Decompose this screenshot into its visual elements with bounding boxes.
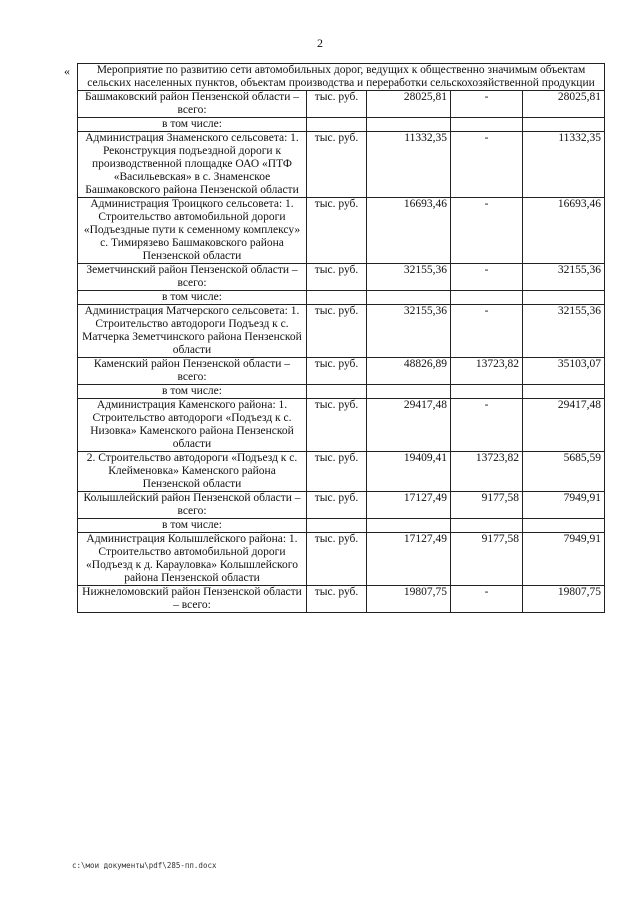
table-row <box>78 492 605 519</box>
row-name: в том числе: <box>78 118 307 132</box>
row-name: Администрация Каменского района: 1. Строительство автодороги «Подъезд к с. Низовка» Каменского района Пензенской области <box>78 399 307 452</box>
row-total: 28025,81 <box>367 91 451 118</box>
row-name: в том числе: <box>78 291 307 305</box>
table-row <box>78 385 605 399</box>
table-row <box>78 198 605 264</box>
row-unit: тыс. руб. <box>307 198 367 264</box>
row-name: в том числе: <box>78 519 307 533</box>
row-col2 <box>451 291 523 305</box>
table-row <box>78 132 605 198</box>
row-col2: - <box>451 198 523 264</box>
row-total <box>367 385 451 399</box>
row-col2 <box>451 385 523 399</box>
row-col2: - <box>451 91 523 118</box>
row-unit: тыс. руб. <box>307 132 367 198</box>
row-name: Колышлейский район Пензенской области – всего: <box>78 492 307 519</box>
row-total: 32155,36 <box>367 264 451 291</box>
row-col3: 28025,81 <box>523 91 605 118</box>
table-row <box>78 452 605 492</box>
row-col2: - <box>451 264 523 291</box>
row-col2: - <box>451 586 523 613</box>
row-col2: - <box>451 132 523 198</box>
row-name: Администрация Троицкого сельсовета: 1. Строительство автомобильной дороги «Подъездные пути к семенному комплексу» с. Тимирязево Башмаковского района Пензенской области <box>78 198 307 264</box>
row-col3 <box>523 519 605 533</box>
table-row <box>78 358 605 385</box>
table-row <box>78 291 605 305</box>
row-total: 29417,48 <box>367 399 451 452</box>
row-name: в том числе: <box>78 385 307 399</box>
table-header-row <box>78 64 605 91</box>
row-col3: 16693,46 <box>523 198 605 264</box>
row-total: 48826,89 <box>367 358 451 385</box>
row-name: Администрация Матчерского сельсовета: 1. Строительство автодороги Подъезд к с. Матчерка Земетчинского района Пензенской области <box>78 305 307 358</box>
table-row <box>78 533 605 586</box>
row-total: 32155,36 <box>367 305 451 358</box>
row-name: Нижнеломовский район Пензенской области – всего: <box>78 586 307 613</box>
row-total <box>367 519 451 533</box>
row-col2: 9177,58 <box>451 533 523 586</box>
row-unit: тыс. руб. <box>307 492 367 519</box>
row-unit <box>307 385 367 399</box>
row-total <box>367 291 451 305</box>
row-unit: тыс. руб. <box>307 305 367 358</box>
row-unit <box>307 519 367 533</box>
row-name: Администрация Колышлейского района: 1. Строительство автомобильной дороги «Подъезд к д. Карауловка» Колышлейского района Пензенской области <box>78 533 307 586</box>
row-col2: - <box>451 399 523 452</box>
opening-quote-mark: « <box>64 64 70 78</box>
budget-table <box>77 63 605 613</box>
row-unit: тыс. руб. <box>307 533 367 586</box>
row-col3: 7949,91 <box>523 533 605 586</box>
row-col2: 13723,82 <box>451 452 523 492</box>
measure-title: Мероприятие по развитию сети автомобильных дорог, ведущих к общественно значимым объектам сельских населенных пунктов, объектам производства и переработки сельскохозяйственной продукции <box>78 64 605 91</box>
row-col3: 5685,59 <box>523 452 605 492</box>
table-row <box>78 305 605 358</box>
row-total: 19409,41 <box>367 452 451 492</box>
row-name: 2. Строительство автодороги «Подъезд к с. Клейменовка» Каменского района Пензенской области <box>78 452 307 492</box>
row-col3: 7949,91 <box>523 492 605 519</box>
row-col3 <box>523 291 605 305</box>
row-unit: тыс. руб. <box>307 358 367 385</box>
row-col2 <box>451 118 523 132</box>
row-col3: 11332,35 <box>523 132 605 198</box>
row-name: Администрация Знаменского сельсовета: 1. Реконструкция подъездной дороги к производственной площадке ОАО «ПТФ «Васильевская» в с. Знаменское Башмаковского района Пензенской области <box>78 132 307 198</box>
row-total: 17127,49 <box>367 492 451 519</box>
row-col2: 13723,82 <box>451 358 523 385</box>
row-col3 <box>523 385 605 399</box>
row-unit <box>307 291 367 305</box>
row-col3: 35103,07 <box>523 358 605 385</box>
row-name: Башмаковский район Пензенской области – всего: <box>78 91 307 118</box>
row-total: 16693,46 <box>367 198 451 264</box>
row-col3: 29417,48 <box>523 399 605 452</box>
table-row <box>78 399 605 452</box>
file-path-footer: c:\мои документы\pdf\285-пп.docx <box>72 861 217 870</box>
row-col3: 19807,75 <box>523 586 605 613</box>
row-col2: 9177,58 <box>451 492 523 519</box>
row-total <box>367 118 451 132</box>
row-total: 17127,49 <box>367 533 451 586</box>
row-unit: тыс. руб. <box>307 586 367 613</box>
row-total: 11332,35 <box>367 132 451 198</box>
row-col3: 32155,36 <box>523 264 605 291</box>
row-col2: - <box>451 305 523 358</box>
table-row <box>78 586 605 613</box>
row-name: Каменский район Пензенской области – всего: <box>78 358 307 385</box>
page-number: 2 <box>317 36 323 50</box>
row-col3 <box>523 118 605 132</box>
row-total: 19807,75 <box>367 586 451 613</box>
table-row <box>78 118 605 132</box>
row-unit: тыс. руб. <box>307 91 367 118</box>
row-col3: 32155,36 <box>523 305 605 358</box>
table-row <box>78 519 605 533</box>
row-unit: тыс. руб. <box>307 452 367 492</box>
row-col2 <box>451 519 523 533</box>
table-row <box>78 91 605 118</box>
row-unit: тыс. руб. <box>307 264 367 291</box>
row-unit: тыс. руб. <box>307 399 367 452</box>
table-row <box>78 264 605 291</box>
row-name: Земетчинский район Пензенской области – всего: <box>78 264 307 291</box>
row-unit <box>307 118 367 132</box>
